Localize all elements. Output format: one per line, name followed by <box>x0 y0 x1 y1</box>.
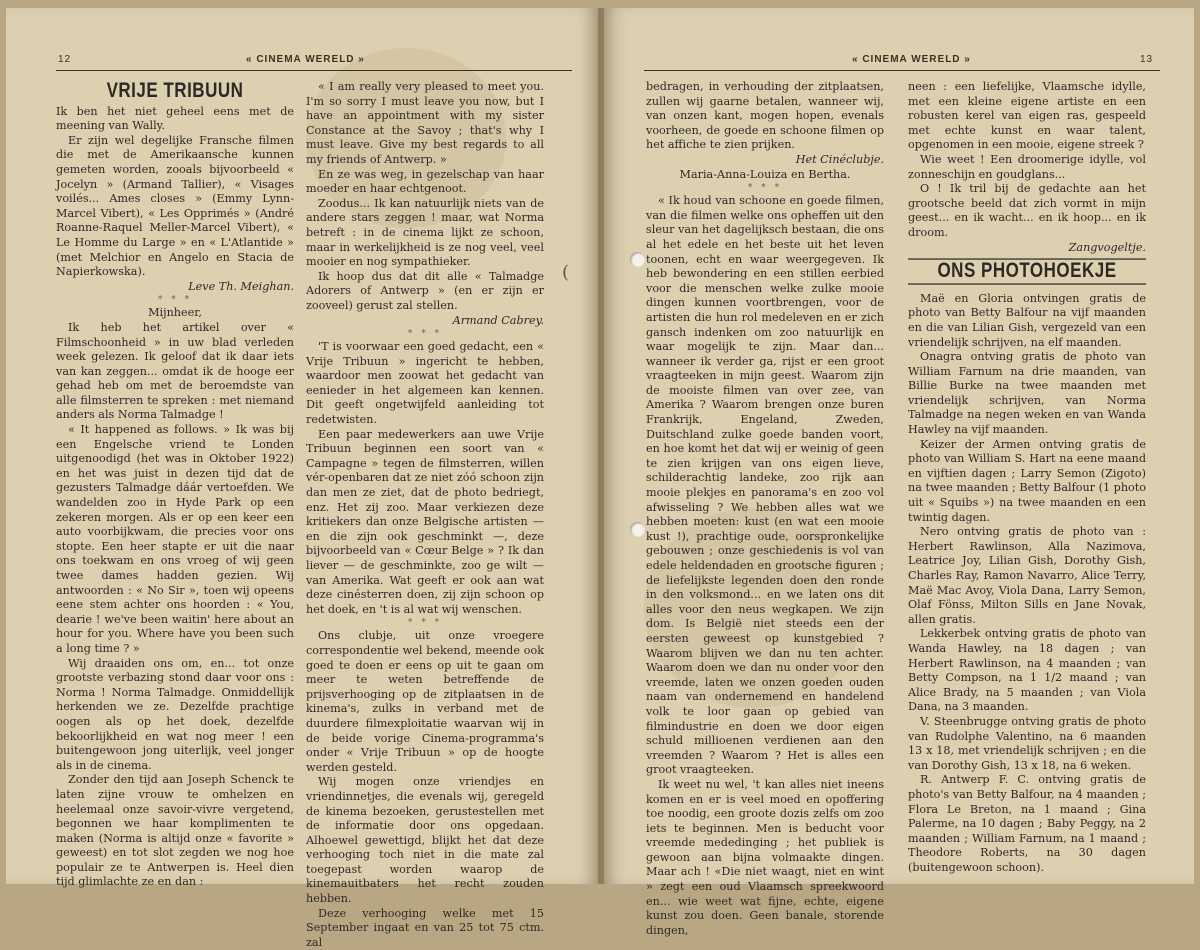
paragraph: Ik heb het artikel over « Filmschoonheid » in uw blad verleden week gelezen. Ik geloof dat ik daar iets van kan zeggen... omdat ik de hooge eer gehad heb om met de beroemdste van alle filmsterren te spreken : met niemand anders als Norma Talmadge ! <box>56 320 294 422</box>
paragraph: Wie weet ! Een droomerige idylle, vol zonneschijn en goudglans... <box>908 152 1146 181</box>
left-column-1 <box>56 80 294 890</box>
paragraph: Wij mogen onze vriendjes en vriendinnetjes, die evenals wij, geregeld de kinema bezoeken, gerustestellen met de informatie door ons opgedaan. Alhoewel gewettigd, blijkt het dat deze verhooging toch niet in die mate zal toegepast worden waarop de kinemauitbaters het recht zouden hebben. <box>306 775 544 906</box>
paragraph: Ik weet nu wel, 't kan alles niet ineens komen en er is veel moed en opoffering toe noodig, een groote dozis zelfs om zoo iets te beginnen. Men is beducht voor vreemde mededinging ; het publiek is gewoon aan bijna volmaakte dingen. Maar ach ! «Die niet waagt, niet en wint » zegt een oud Vlaamsch spreekwoord en... wie weet wat fijne, echte, eigene kunst zou doen. Geen banale, storende dingen, <box>646 777 884 937</box>
paragraph: Onagra ontving gratis de photo van William Farnum na drie maanden, van Billie Burke na twee maanden met vriendelijk schrijven, van Norma Talmadge na negen weken en van Wanda Hawley na vijf maanden. <box>908 350 1146 437</box>
left-column-2 <box>306 80 544 950</box>
paragraph: R. Antwerp F. C. ontving gratis de photo's van Betty Balfour, na 4 maanden ; Flora Le Breton, na 1 maand ; Gina Palerme, na 10 dagen ; Baby Peggy, na 2 maanden ; William Farnum, na 1 maand ; Theodore Roberts, na 30 dagen (buitengewoon schoon). <box>908 773 1146 874</box>
paragraph: O ! Ik tril bij de gedachte aan het grootsche beeld dat zich vormt in mijn geest... en ik wacht... en ik hoop... en ik droom. <box>908 182 1146 239</box>
paragraph: « It happened as follows. » Ik was bij een Engelsche vriend te Londen uitgenoodigd (het was in Oktober 1922) en het was juist in dezen tijd dat de gezusters Talmadge dáár vertoefden. We wandelden zoo in Hyde Park op een zekeren morgen. Als er op een keer een auto voorbijkwam, die precies voor ons stopte. Een heer stapte er uit die naar ons toekwam en ons vroeg of wij geen twee dames hadden gezien. Wij antwoorden : « No Sir », toen wij opeens eene stem achter ons hoorden : « You, dearie ! we've been waitin' here about an hour for you. Where have you been such a long time ? » <box>56 423 294 655</box>
paragraph: « I am really very pleased to meet you. I'm so sorry I must leave you now, but I have an appointment with my sister Constance at the Savoy ; that's why I must leave. Give my best regards to all my friends of Antwerp. » <box>306 80 544 166</box>
punch-mark-icon: ( <box>562 262 570 283</box>
header-rule-right <box>644 70 1160 71</box>
running-head-left: « CINEMA WERELD » <box>246 54 365 65</box>
right-page <box>604 8 1194 937</box>
right-column-2 <box>908 80 1146 875</box>
paragraph: Een paar medewerkers aan uwe Vrije Tribuun beginnen een soort van « Campagne » tegen de filmsterren, willen vér-openbaren dat ze niet zóó schoon zijn dan men ze ziet, dat de photo bedriegt, enz. Het zij zoo. Maar verkiezen deze kritiekers dan onze Belgische artisten — en die zijn ook geschminkt —, deze bijvoorbeeld van « Cœur Belge » ? Ik dan liever — de geschminkte, zoo ge wilt — van Amerika. Wat geeft er ook aan wat deze cinésterren doen, zij zijn schoon op het doek, en 't is al wat wij wenschen. <box>306 427 544 616</box>
paragraph: « Ik houd van schoone en goede filmen, van die filmen welke ons opheffen uit den sleur van het dagelijksch bestaan, die ons al het edele en het beste uit het leven toonen, echt en waar weergegeven. Ik heb bewondering en een stillen eerbied voor die menschen welke zulke mooie dingen kunnen voortbrengen, voor de artisten die hun rol medeleven en er zich gansch indenken om zoo natuurlijk en waar mogelijk te zijn. Maar dan... wanneer ik verder ga, rijst er een groot vraagteeken in mijn geest. Waarom zijn de mooiste filmen van over zee, van Amerika ? Waarom brengen onze buren Frankrijk, Engeland, Zweden, Duitschland zulke goede banden voort, en hoe komt het dat wij er weinig of geen te zien krijgen van ons eigen lieve, schilderachtig landeke, zoo rijk aan mooie plekjes en panorama's en zoo vol afwisseling ? We hebben alles wat we hebben moeten: kust (en wat een mooie kust !), prachtige oude, oorspronkelijke gebouwen ; onze geschiedenis is vol van edele heldendaden en grootsche figuren ; de liefelijkste legenden doen den ronde in den volksmond... en we laten ons dit alles voor den neus wegkapen. We zijn dom. Is België niet steeds een der eersten geweest op kunstgebied ? Waarom blijven we dan nu ten achter. Waarom doen we dan nu onder voor den vreemde, laten we onzen goeden ouden naam van ondernemend en handelend volk te loor gaan op gebied van filmindustrie en doen we door eigen schuld millioenen verdienen aan den vreemden ? Waarom ? Het is alles een groot vraagteeken. <box>646 194 884 777</box>
paragraph: Er zijn wel degelijke Fransche filmen die met de Amerikaansche kunnen gemeten worden, zooals bijvoorbeeld « Jocelyn » (Armand Tallier), « Visages voilés... Ames closes » (Emmy Lynn-Marcel Vibert), « Les Opprimés » (André Roanne-Raquel Meller-Marcel Vibert), « Le Homme du Large » en « L'Atlantide » (met Melchior en Angelo en Stacia de Napierkowska). <box>56 133 294 279</box>
punch-hole-icon <box>630 522 645 537</box>
paragraph: En ze was weg, in gezelschap van haar moeder en haar echtgenoot. <box>306 167 544 196</box>
paragraph: Ik hoop dus dat dit alle « Talmadge Adorers of Antwerp » (en er zijn er zooveel) gerust zal stellen. <box>306 269 544 312</box>
section-heading: VRIJE TRIBUUN <box>106 78 244 103</box>
signature: Armand Cabrey. <box>452 313 544 327</box>
header-rule-left <box>56 70 572 71</box>
paragraph: Lekkerbek ontving gratis de photo van Wanda Hawley, na 18 dagen ; van Herbert Rawlinson, na 4 maanden ; van Betty Compson, na 1 1/2 maand ; van Alice Brady, na 5 maanden ; van Viola Dana, na 3 maanden. <box>908 627 1146 714</box>
paragraph: Zoodus... Ik kan natuurlijk niets van de andere stars zeggen ! maar, wat Norma betreft : in de cinema lijkt ze schoon, maar in werkelijkheid is ze nog veel, veel mooier en nog sympathieker. <box>306 196 544 269</box>
paragraph: Ons clubje, uit onze vroegere correspondentie wel bekend, meende ook goed te doen er eens op uit te gaan om meer te weten betreffende de prijsverhooging op de zitplaatsen in de kinema's, zulks in verband met de duurdere filmexploitatie waarvan wij in de beide vorige Cinema-programma's onder « Vrije Tribuun » op de hoogte werden gesteld. <box>306 629 544 774</box>
paragraph: Nero ontving gratis de photo van : Herbert Rawlinson, Alla Nazimova, Leatrice Joy, Lilian Gish, Dorothy Gish, Charles Ray, Ramon Navarro, Alice Terry, Maë Mac Avoy, Viola Dana, Larry Semon, Olaf Fönss, Milton Sills en Jane Novak, allen gratis. <box>908 525 1146 626</box>
salutation: Mijnheer, <box>148 306 202 320</box>
section-heading: ONS PHOTOHOEKJE <box>908 259 1146 285</box>
left-page <box>6 8 598 949</box>
paragraph: Zonder den tijd aan Joseph Schenck te laten zijne vrouw te omhelzen en heelemaal onze savoir-vivre vergetend, begonnen we haar komplimenten te maken (Norma is altijd onze « favorite » geweest) en tot slot zegden we nog hoe populair ze te Antwerpen is. Heel dien tijd glimlachte ze en dan : <box>56 773 294 889</box>
right-column-1 <box>646 80 884 938</box>
paragraph: neen : een liefelijke, Vlaamsche idylle, met een kleine eigene artiste en een robusten kerel van eigen ras, gespeeld met echte kunst en waar talent, opgenomen in een mooie, eigene streek ? <box>908 80 1146 152</box>
section-divider: * * * <box>747 183 783 194</box>
page-number-left: 12 <box>58 54 72 65</box>
signature: Zangvogeltje. <box>1068 240 1146 254</box>
page-number-right: 13 <box>1140 54 1154 65</box>
section-divider: * * * <box>157 295 193 306</box>
paragraph: V. Steenbrugge ontving gratis de photo van Rudolphe Valentino, na 6 maanden 13 x 18, met vriendelijk schrijven ; en die van Dorothy Gish, 13 x 18, na 6 weken. <box>908 714 1146 772</box>
salutation: Maria-Anna-Louiza en Bertha. <box>679 167 851 181</box>
paragraph: bedragen, in verhouding der zitplaatsen, zullen wij gaarne betalen, wanneer wij, van onzen kant, mogen hopen, evenals voorheen, de goede en schoone filmen op het affiche te zien prijken. <box>646 80 884 152</box>
section-divider: * * * <box>407 618 443 629</box>
running-head-right: « CINEMA WERELD » <box>852 54 971 65</box>
paragraph: 'T is voorwaar een goed gedacht, een « Vrije Tribuun » ingericht te hebben, waardoor men zoowat het gedacht van eenieder in het algemeen kan kennen. Dit geeft ongetwijfeld aanleiding tot redetwisten. <box>306 340 544 427</box>
signature: Het Cinéclubje. <box>795 152 884 166</box>
section-divider: * * * <box>407 329 443 340</box>
paragraph: Wij draaiden ons om, en... tot onze grootste verbazing stond daar voor ons : Norma ! Norma Talmadge. Onmiddellijk herkenden we ze. Dezelfde prachtige oogen als op het doek, dezelfde bekoorlijkheid en wat nog meer ! een buitengewoon jong uiterlijk, veel jonger als in de cinema. <box>56 656 294 772</box>
signature: Leve Th. Meighan. <box>188 279 294 293</box>
paragraph: Ik ben het niet geheel eens met de meening van Wally. <box>56 104 294 133</box>
paragraph: Deze verhooging welke met 15 September ingaat en van 25 tot 75 ctm. zal <box>306 906 544 949</box>
paragraph: Maë en Gloria ontvingen gratis de photo van Betty Balfour na vijf maanden en die van Lilian Gish, vergezeld van een vriendelijk schrijven, na elf maanden. <box>908 291 1146 349</box>
paragraph: Keizer der Armen ontving gratis de photo van William S. Hart na eene maand en vijftien dagen ; Larry Semon (Zigoto) na twee maanden ; Betty Balfour (1 photo uit « Squibs ») na twee maanden en een twintig dagen. <box>908 437 1146 524</box>
punch-hole-icon <box>630 252 645 267</box>
